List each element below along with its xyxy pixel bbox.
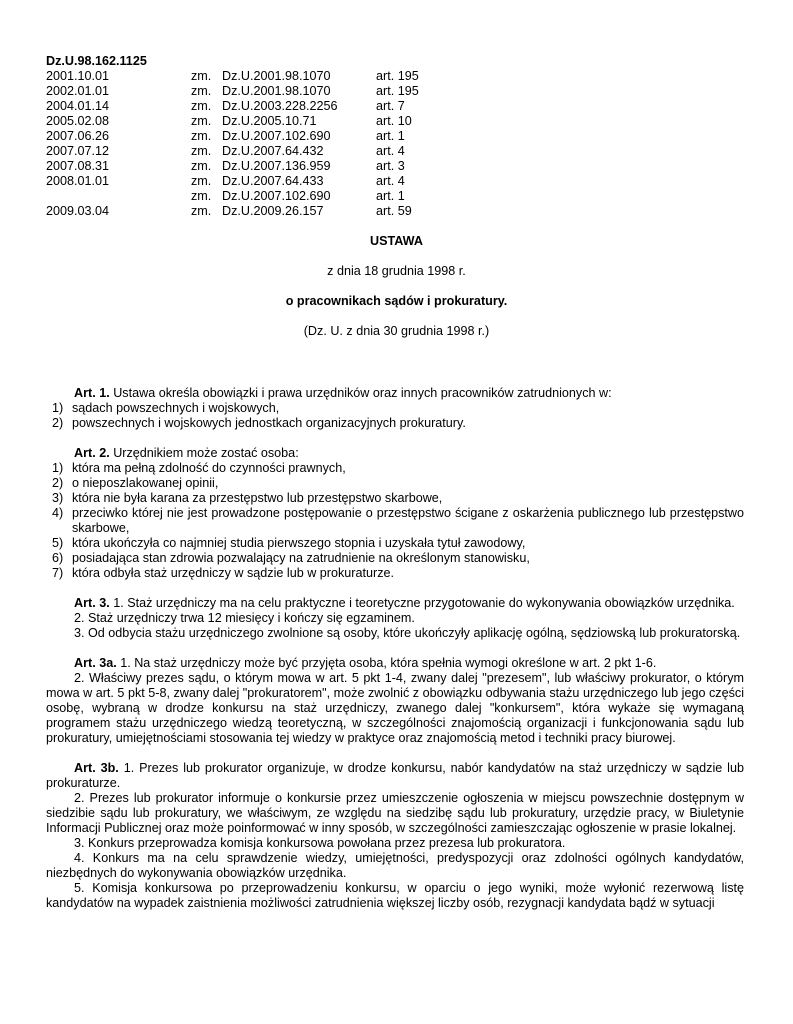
amendment-date: 2005.02.08 [46, 114, 110, 128]
amendment-date: 2001.10.01 [46, 69, 110, 83]
list-item [46, 461, 744, 476]
list-item [46, 536, 744, 551]
article-3-paragraph-2: 2. Staż urzędniczy trwa 12 miesięcy i kończy się egzaminem. [74, 611, 415, 625]
amendment-article: art. 4 [376, 174, 405, 188]
amendment-article: art. 195 [376, 84, 419, 98]
list-number: 7) [52, 566, 64, 580]
article-label: Art. 1. [74, 386, 110, 400]
article-3b-paragraph-2: 2. Prezes lub prokurator informuje o konkursie przez umieszczenie ogłoszenia w miejscu powszechnie dostępnym w siedzibie sądu lub prokuratury, we właściwym, ze względu na siedzibę sądu lub prokuratury, urzędzie pracy, w Biuletynie Informacji Publicznej oraz może poinformować w inny sposób, w szczególności zamieszczając ogłoszenie w prasie lokalnej. [46, 791, 744, 835]
article-3b-paragraph-4: 4. Konkurs ma na celu sprawdzenie wiedzy, umiejętności, predyspozycji oraz zdolności ogólnych kandydatów, niezbędnych do wykonywania obowiązków urzędnika. [46, 851, 744, 880]
list-item [46, 551, 744, 566]
amendment-row [46, 84, 419, 99]
list-item [46, 506, 744, 536]
article-3-paragraph-1 [46, 596, 744, 611]
amendment-row [46, 174, 405, 189]
amendment-date: 2009.03.04 [46, 204, 110, 218]
article-text: Ustawa określa obowiązki i prawa urzędników oraz innych pracowników zatrudnionych w: [109, 386, 612, 400]
amendment-article: art. 1 [376, 189, 405, 203]
amendment-row [46, 159, 405, 174]
amendment-date: 2007.08.31 [46, 159, 110, 173]
list-item [46, 566, 744, 581]
list-text: posiadająca stan zdrowia pozwalający na zatrudnienie na określonym stanowisku, [72, 551, 530, 565]
amendment-row [46, 114, 412, 129]
amendment-row [46, 69, 419, 84]
list-number: 3) [52, 491, 64, 505]
document-body [46, 386, 744, 911]
amendment-article: art. 1 [376, 129, 405, 143]
act-title: USTAWA [370, 234, 423, 248]
amendment-row [46, 189, 405, 204]
amendment-table [46, 69, 419, 219]
amendment-reference: Dz.U.2007.136.959 [222, 159, 331, 173]
amendment-reference: Dz.U.2009.26.157 [222, 204, 324, 218]
list-number: 1) [52, 461, 64, 475]
list-item [46, 401, 744, 416]
amendment-reference: Dz.U.2007.64.432 [222, 144, 324, 158]
list-text: przeciwko której nie jest prowadzone postępowanie o przestępstwo ścigane z oskarżenia publicznego lub przestępstwo skarbowe, [72, 506, 744, 535]
list-text: która ma pełną zdolność do czynności prawnych, [72, 461, 346, 475]
list-text: która odbyła staż urzędniczy w sądzie lub w prokuraturze. [72, 566, 394, 580]
list-text: powszechnych i wojskowych jednostkach organizacyjnych prokuratury. [72, 416, 466, 430]
article-text: Urzędnikiem może zostać osoba: [109, 446, 299, 460]
list-text: sądach powszechnych i wojskowych, [72, 401, 280, 415]
amendment-marker: zm. [191, 114, 212, 128]
amendment-article: art. 195 [376, 69, 419, 83]
article-text: 1. Prezes lub prokurator organizuje, w drodze konkursu, nabór kandydatów na staż urzędniczy w sądzie lub prokuraturze. [46, 761, 744, 790]
amendment-date: 2007.06.26 [46, 129, 110, 143]
amendment-date: 2004.01.14 [46, 99, 110, 113]
amendment-marker: zm. [191, 129, 212, 143]
article-label: Art. 3b. [74, 761, 119, 775]
document-header [46, 54, 419, 219]
list-item [46, 491, 744, 506]
amendment-date: 2007.07.12 [46, 144, 110, 158]
amendment-reference: Dz.U.2007.102.690 [222, 129, 331, 143]
amendment-article: art. 3 [376, 159, 405, 173]
amendment-marker: zm. [191, 69, 212, 83]
list-text: o nieposzlakowanej opinii, [72, 476, 219, 490]
act-subject: o pracownikach sądów i prokuratury. [285, 294, 508, 308]
amendment-marker: zm. [191, 144, 212, 158]
amendment-marker: zm. [191, 99, 212, 113]
amendment-row [46, 129, 405, 144]
amendment-article: art. 4 [376, 144, 405, 158]
amendment-row [46, 204, 412, 219]
list-number: 6) [52, 551, 64, 565]
amendment-marker: zm. [191, 204, 212, 218]
amendment-marker: zm. [191, 189, 212, 203]
list-number: 1) [52, 401, 64, 415]
article-text: 1. Na staż urzędniczy może być przyjęta osoba, która spełnia wymogi określone w art. 2 pkt 1-6. [116, 656, 657, 670]
list-text: która nie była karana za przestępstwo lub przestępstwo skarbowe, [72, 491, 443, 505]
article-1-intro [46, 386, 744, 401]
list-number: 2) [52, 416, 64, 430]
article-2-intro [46, 446, 744, 461]
list-number: 2) [52, 476, 64, 490]
article-3b-paragraph-1 [46, 761, 744, 791]
article-3a-paragraph-2: 2. Właściwy prezes sądu, o którym mowa w art. 5 pkt 1-4, zwany dalej "prezesem", lub właściwy prokurator, o którym mowa w art. 5 pkt 5-8, zwany dalej "prokuratorem", może zwolnić z obowiązku odbywania stażu urzędniczego lub jego części osobę, wybraną w drodze konkursu na staż urzędniczy, zwanego dalej "konkursem", która wykaże się wymaganą programem stażu urzędniczego wiedzą teoretyczną, w szczególności znajomością organizacji i funkcjonowania sądu lub prokuratury, umiejętnościami stosowania tej wiedzy w praktyce oraz znajomością metod i techniki pracy biurowej. [46, 671, 744, 745]
list-text: która ukończyła co najmniej studia pierwszego stopnia i uzyskała tytuł zawodowy, [72, 536, 526, 550]
article-3-paragraph-3: 3. Od odbycia stażu urzędniczego zwolnione są osoby, które ukończyły aplikację ogólną, sędziowską lub prokuratorską. [74, 626, 741, 640]
article-label: Art. 2. [74, 446, 110, 460]
article-text: 1. Staż urzędniczy ma na celu praktyczne i teoretyczne przygotowanie do wykonywania obowiązków urzędnika. [109, 596, 735, 610]
amendment-reference: Dz.U.2001.98.1070 [222, 69, 331, 83]
amendment-date: 2008.01.01 [46, 174, 110, 188]
list-item [46, 476, 744, 491]
article-label: Art. 3a. [74, 656, 117, 670]
article-3b-paragraph-5: 5. Komisja konkursowa po przeprowadzeniu konkursu, w oparciu o jego wyniki, może wyłonić rezerwową listę kandydatów na wypadek zaistnienia możliwości zatrudnienia większej liczby osób, rezygnacji kandydata bądź w sytuacji [46, 881, 744, 910]
act-publication: (Dz. U. z dnia 30 grudnia 1998 r.) [303, 324, 490, 338]
amendment-article: art. 7 [376, 99, 405, 113]
amendment-reference: Dz.U.2007.64.433 [222, 174, 324, 188]
article-3a-paragraph-1 [46, 656, 744, 671]
amendment-marker: zm. [191, 174, 212, 188]
amendment-row [46, 144, 405, 159]
amendment-reference: Dz.U.2005.10.71 [222, 114, 317, 128]
list-number: 4) [52, 506, 64, 520]
list-number: 5) [52, 536, 64, 550]
amendment-article: art. 10 [376, 114, 412, 128]
amendment-date: 2002.01.01 [46, 84, 110, 98]
amendment-marker: zm. [191, 84, 212, 98]
amendment-reference: Dz.U.2003.228.2256 [222, 99, 338, 113]
amendment-reference: Dz.U.2001.98.1070 [222, 84, 331, 98]
amendment-marker: zm. [191, 159, 212, 173]
list-item [46, 416, 744, 431]
amendment-row [46, 99, 405, 114]
act-date: z dnia 18 grudnia 1998 r. [327, 264, 466, 278]
amendment-reference: Dz.U.2007.102.690 [222, 189, 331, 203]
amendment-article: art. 59 [376, 204, 412, 218]
article-3b-paragraph-3: 3. Konkurs przeprowadza komisja konkursowa powołana przez prezesa lub prokuratora. [74, 836, 566, 850]
article-label: Art. 3. [74, 596, 110, 610]
journal-reference: Dz.U.98.162.1125 [46, 54, 147, 68]
